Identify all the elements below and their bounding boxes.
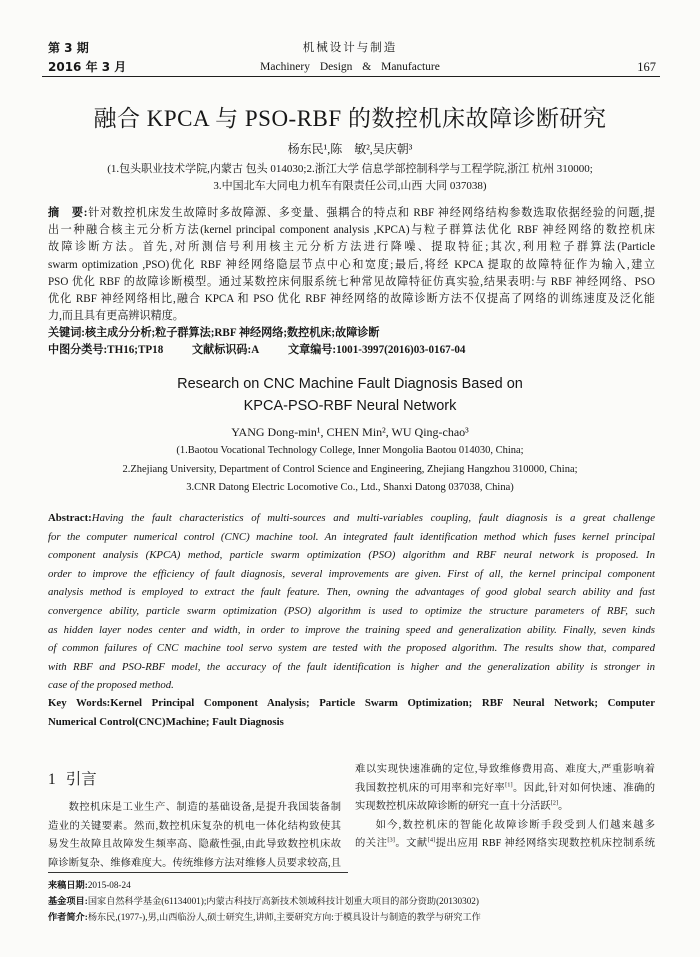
abstract-line: 出一种融合核主元分析方法(kernel principal component analysis ,KPCA)与粒子群算法优化 RBF 神经网络的数控机床 (48, 224, 655, 237)
body-line (355, 780, 655, 799)
body-column-right (355, 761, 655, 854)
field-label: Key Words: (48, 697, 111, 709)
classification-line (48, 342, 655, 359)
text-run: 提出应用 RBF 神经网络实现数控机床控制系统 (435, 838, 655, 850)
body-line: 难以实现快速准确的定位,导致维修费用高、难度大,严重影响着 (355, 764, 655, 775)
section-number: 1 (48, 771, 56, 788)
body-line: 障诊断复杂、维修难度大。传统维修方法对维修人员要求较高,且 (48, 857, 341, 869)
affiliation-line: (1.Baotou Vocational Technology College, Inner Mongolia Baotou 014030, China; (176, 445, 524, 456)
citation-mark: [3] (387, 836, 395, 844)
abstract-en (48, 509, 655, 695)
affiliation-line: (1.包头职业技术学院,内蒙古 包头 014030;2.浙江大学 信息学部控制科学与工程学院,浙江 杭州 310000; (107, 163, 593, 175)
document-code: 文献标识码:A (192, 344, 260, 356)
field-label: 摘 要: (48, 207, 88, 219)
affiliations-en (0, 442, 700, 498)
body-line: 造业的关键要素。然而,数控机床复杂的机电一体化结构致使其 (48, 820, 341, 832)
issue-number: 第 3 期 (48, 41, 89, 55)
affiliations-cn (0, 161, 700, 195)
affiliation-line: 2.Zhejiang University, Department of Control Science and Engineering, Zhejiang Hangzhou 310000, China; (122, 463, 578, 475)
abstract-line: of common failures of CNC machine tool servo system are tested with the proposed algorithm. The results show that, compared (48, 642, 655, 655)
section-title: 引言 (65, 771, 97, 788)
text-run: 。因此,针对如何快速、准确的 (512, 782, 655, 794)
abstract-line: swarm optimization ,PSO)优化 RBF 神经网络隐层节点中心和宽度;最后,将经 KPCA 提取的故障特征作为输入,建立 (48, 258, 655, 271)
paper-title-cn: 融合 KPCA 与 PSO-RBF 的数控机床故障诊断研究 (93, 106, 607, 131)
body-line: 如今,数控机床的智能化故障诊断手段受到人们越来越多 (375, 819, 655, 831)
text-run: 针对数控机床发生故障时多故障源、多变量、强耦合的特点和 RBF 神经网络结构参数选取依据经验的问题,提 (87, 207, 655, 219)
abstract-line (48, 509, 655, 528)
field-label: Abstract: (48, 512, 92, 524)
footnote-line (48, 909, 655, 925)
footnote-rule (48, 872, 348, 873)
authors-en: YANG Dong-min¹, CHEN Min², WU Qing-chao³ (231, 425, 469, 439)
abstract-line: 力,而且具有更高辨识精度。 (48, 310, 184, 323)
header-rule (42, 76, 660, 77)
text-run: 杨东民,(1977-),男,山西临汾人,硕士研究生,讲师,主要研究方向:于模具设计与制造的教学与研究工作 (87, 912, 481, 922)
journal-name-en: Machinery Design & Manufacture (260, 61, 440, 73)
abstract-line (48, 205, 655, 222)
citation-mark: [2] (550, 799, 559, 807)
footnote-line (48, 893, 655, 909)
issue-date: 2016 年 3 月 (48, 60, 127, 74)
abstract-line: analysis method is employed to extract the fault feature. Then, owning the advantages of good global search ability and fast (48, 586, 655, 599)
abstract-line: 故障诊断方法。首先,对所测信号利用核主元分析方法进行降噪、提取特征;其次,利用粒子群算法(Particle (48, 241, 655, 254)
abstract-cn (48, 205, 655, 325)
abstract-line: for the computer numerical control (CNC) machine tool. An integrated fault identification method which fuses kernel principal (48, 530, 655, 543)
keywords-value: 核主成分分析;粒子群算法;RBF 神经网络;数控机床;故障诊断 (84, 327, 380, 339)
keywords-en (48, 694, 655, 732)
paper-title-en (0, 373, 700, 417)
text-run: 国家自然科学基金(61134001);内蒙古科技厅高新技术领域科技计划重大项目的部分资助(20130302) (87, 896, 479, 906)
abstract-line: order to improve the efficiency of fault diagnosis, several improvements are given. First of all, the kernel principal component (48, 567, 655, 580)
citation-mark: [4] (427, 836, 436, 844)
citation-mark: [1] (505, 781, 513, 789)
keywords-cn (48, 325, 655, 342)
abstract-line: 优化 RBF 神经网络相比,融合 KPCA 和 PSO 优化 RBF 神经网络的故障诊断方法不仅提高了网络的训练速度及泛化能 (48, 293, 655, 306)
footnote-line (48, 877, 655, 893)
body-line (355, 835, 655, 854)
clc-number: 中图分类号:TH16;TP18 (48, 344, 164, 356)
keywords-line (48, 694, 655, 713)
page-number: 167 (637, 60, 656, 74)
text-run: 我国数控机床的可用率和完好率 (355, 782, 506, 794)
title-line: Research on CNC Machine Fault Diagnosis Based on (177, 376, 523, 392)
text-run: 的关注 (355, 838, 388, 850)
body-column-left (48, 799, 341, 873)
field-label: 来稿日期: (48, 880, 88, 890)
text-run: 实现数控机床故障诊断的研究一直十分活跃 (355, 801, 551, 813)
authors-cn: 杨东民¹,陈 敏²,吴庆朝³ (287, 142, 413, 156)
affiliation-line: 3.中国北车大同电力机车有限责任公司,山西 大同 037038) (213, 180, 487, 192)
abstract-line: PSO 优化 RBF 的故障诊断模型。通过某数控床伺服系统七种常见故障特征仿真实验,结果表明:与 RBF 神经网络、PSO (48, 275, 655, 288)
field-label: 基金项目: (48, 896, 88, 906)
text-run: Kernel Principal Component Analysis; Particle Swarm Optimization; RBF Neural Network; Computer (110, 697, 655, 709)
abstract-line: with RBF and PSO-RBF model, the accuracy of the fault identification is higher and the generalization ability is stronger in (48, 660, 655, 673)
abstract-line: as hidden layer nodes center and width, in order to improve the training speed and generalization ability. Finally, seven kinds (48, 623, 655, 636)
article-number: 文章编号:1001-3997(2016)03-0167-04 (288, 344, 466, 356)
abstract-line: convergence ability, particle swarm optimization (PSO) algorithm is used to optimize the structure parameters of RBF, such (48, 604, 655, 617)
abstract-line: component analysis (KPCA) method, particle swarm optimization (PSO) algorithm and RBF neural network is proposed. In (48, 549, 655, 562)
body-line (355, 798, 655, 817)
body-line: 易发生故障且故障发生频率高、隐蔽性强,由此导致数控机床故 (48, 839, 341, 851)
section-heading (48, 770, 97, 790)
text-run: 2015-08-24 (87, 880, 131, 890)
text-run: Having the fault characteristics of multi-sources and multi-variables coupling, fault diagnosis is a great challenge (91, 512, 655, 524)
text-run: 。 (558, 801, 569, 813)
text-run: 。文献 (394, 838, 428, 850)
abstract-line: case of the proposed method. (48, 679, 174, 692)
journal-name-cn: 机械设计与制造 (302, 42, 398, 54)
footnotes (48, 877, 655, 925)
keywords-line: Numerical Control(CNC)Machine; Fault Diagnosis (48, 716, 284, 728)
body-line: 数控机床是工业生产、制造的基础设备,是提升我国装备制 (68, 802, 341, 813)
title-line: KPCA-PSO-RBF Neural Network (243, 398, 457, 414)
keywords-label: 关键词: (48, 327, 85, 339)
field-label: 作者简介: (48, 912, 88, 922)
affiliation-line: 3.CNR Datong Electric Locomotive Co., Ltd., Shanxi Datong 037038, China) (186, 482, 514, 493)
